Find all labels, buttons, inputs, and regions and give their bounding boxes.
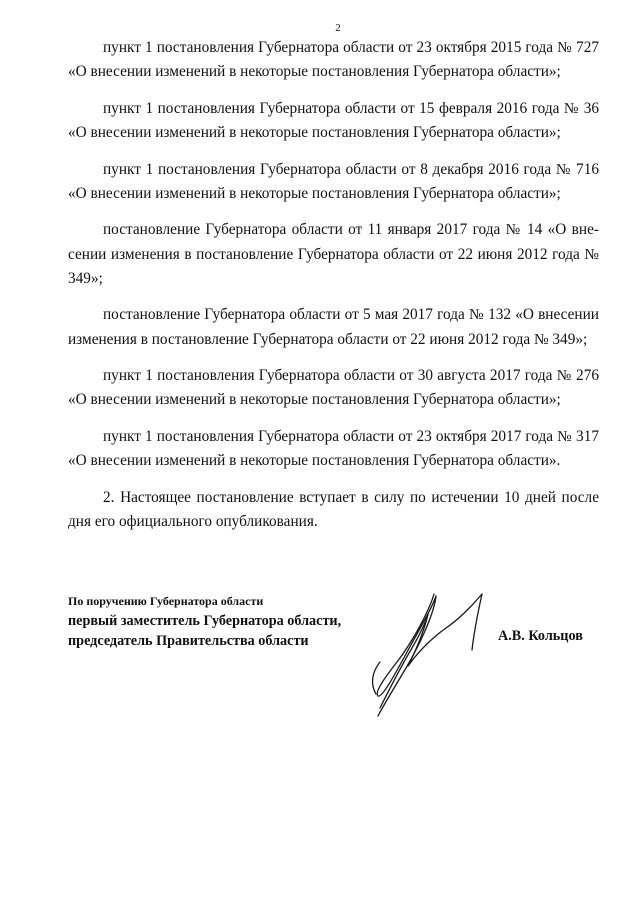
document-body — [68, 36, 599, 547]
signatory-order-line: По поручению Губернатора области — [68, 594, 264, 608]
paragraph-3: пункт 1 постановления Губернатора области от 8 декабря 2016 года № 716 «О внесении изменений в некоторые постановления Губернатора области»; — [68, 160, 599, 202]
paragraph-1: пункт 1 постановления Губернатора области от 23 октября 2015 года № 727 «О внесении изменений в некоторые постановления Губернатора области»; — [68, 39, 599, 81]
paragraph-5: постановление Губернатора области от 5 мая 2017 года № 132 «О внесении изменения в постановление Губернатора области от 22 июня 2012 года № 349»; — [68, 306, 599, 348]
paragraph-2: пункт 1 постановления Губернатора области от 15 февраля 2016 года № 36 «О внесении изменений в некоторые постановления Губернатора области»; — [68, 99, 599, 141]
signatory-title-line-1: первый заместитель Губернатора области, — [68, 613, 342, 629]
page-number: 2 — [335, 22, 341, 34]
paragraph-4: постановление Губернатора области от 11 января 2017 года № 14 «О внесении изменения в постановление Губернатора области от 22 июня 2012 года № 349»; — [68, 221, 599, 287]
signatory-title-line-2: председатель Правительства области — [68, 633, 309, 649]
signatory-position — [68, 591, 341, 651]
paragraph-7: пункт 1 постановления Губернатора области от 23 октября 2017 года № 317 «О внесении изменений в некоторые постановления Губернатора области». — [68, 427, 599, 470]
signatory-name: А.В. Кольцов — [498, 628, 583, 644]
paragraph-6: пункт 1 постановления Губернатора области от 30 августа 2017 года № 276 «О внесении изменений в некоторые постановления Губернатора области»; — [68, 367, 599, 409]
handwritten-signature — [360, 588, 500, 723]
paragraph-effective-date: 2. Настоящее постановление вступает в силу по истечении 10 дней после дня его официального опубликования. — [68, 488, 599, 530]
